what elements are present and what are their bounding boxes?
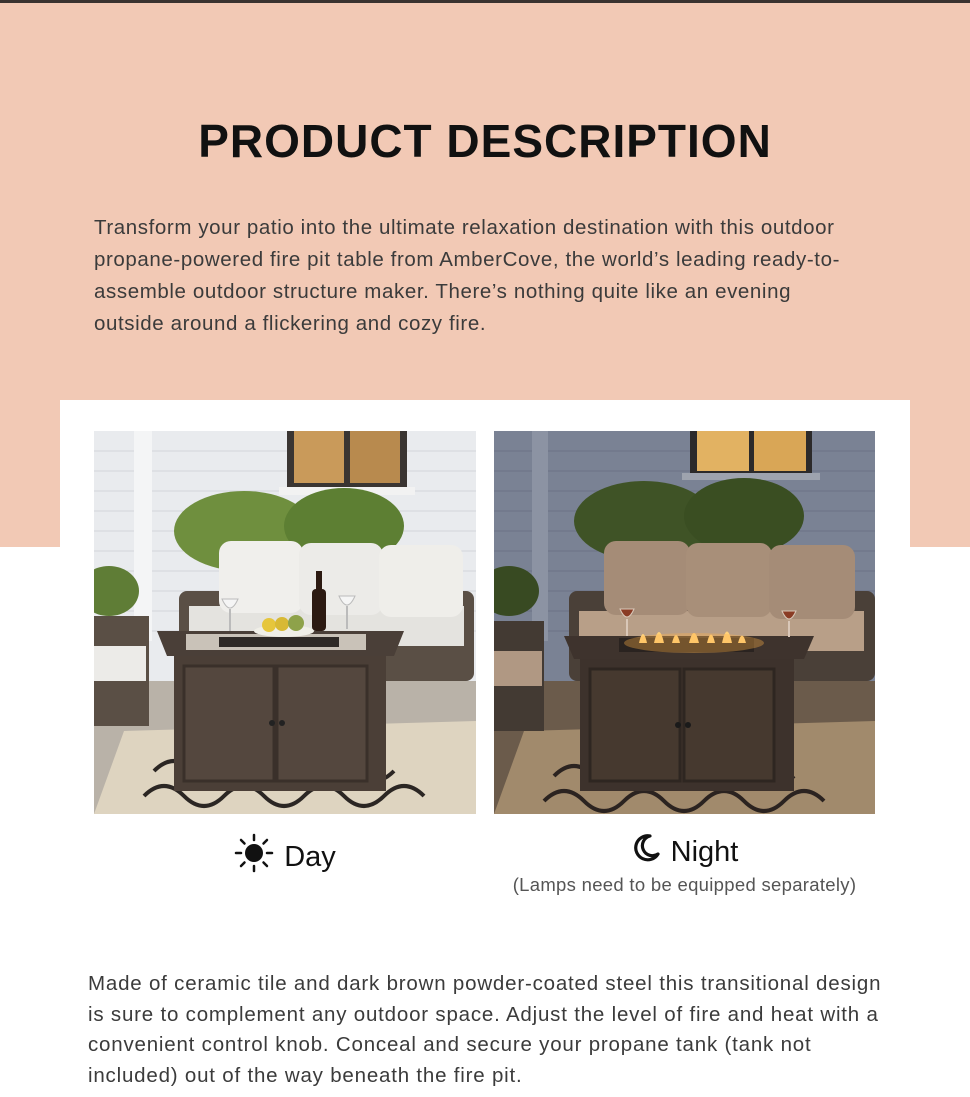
night-label: Night (670, 835, 739, 868)
night-photo (494, 431, 875, 814)
day-caption (94, 833, 476, 881)
night-note: (Lamps need to be equipped separately) (512, 874, 857, 895)
day-label: Day (284, 840, 336, 873)
moon-icon (631, 833, 661, 871)
section-title: PRODUCT DESCRIPTION (198, 115, 772, 167)
day-photo (94, 431, 476, 814)
description-paragraph: Made of ceramic tile and dark brown powder-coated steel this transitional design is sure to complement any outdoor space. Adjust the level of fire and heat with a convenient control knob. Conceal and secure your propane tank (tank not included) out of the way beneath the fire pit. (88, 972, 882, 1087)
intro-paragraph: Transform your patio into the ultimate relaxation destination with this outdoor propane-powered fire pit table from AmberCove, the world’s leading ready-to-assemble outdoor structure maker. There’s nothing quite like an evening outside around a flickering and cozy fire. (94, 216, 841, 335)
sun-icon (234, 833, 274, 881)
night-caption (494, 833, 875, 871)
